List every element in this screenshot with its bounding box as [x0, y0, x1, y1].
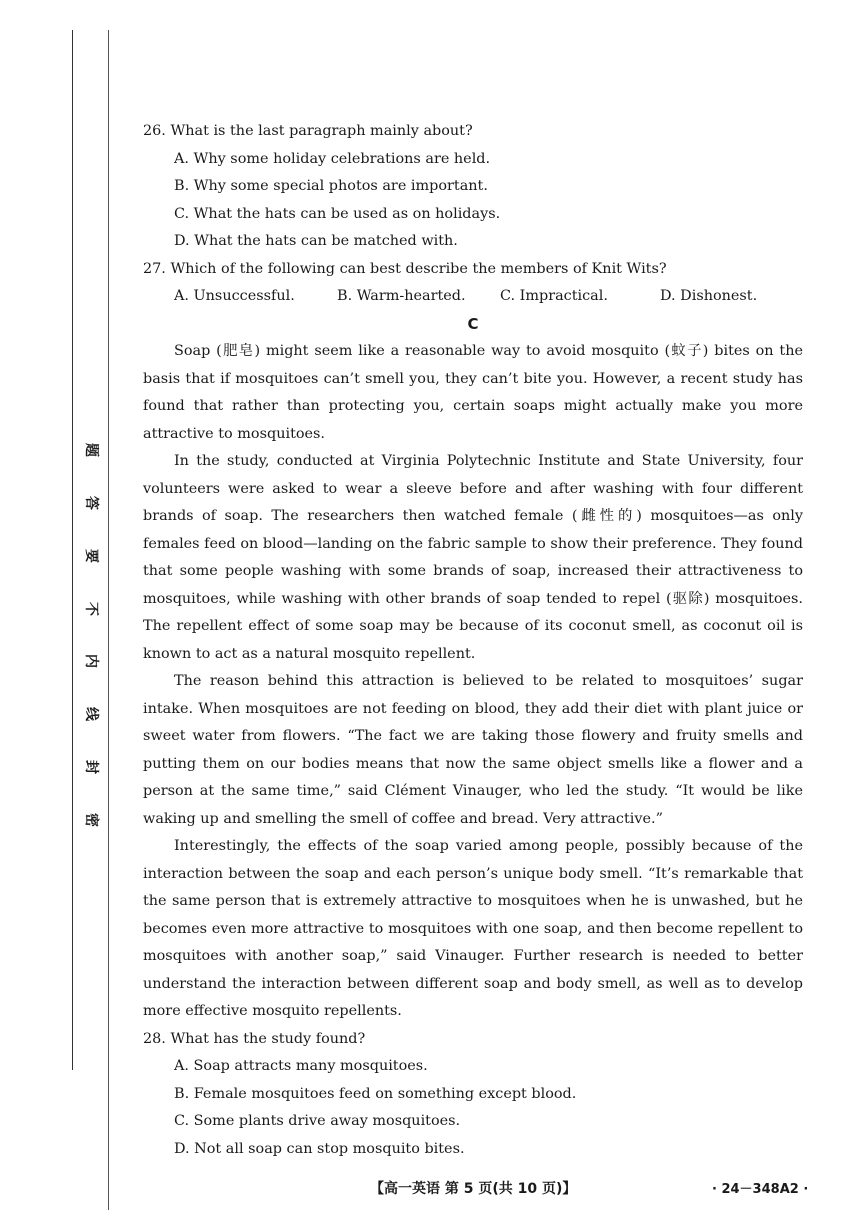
question-26-option-c: C. What the hats can be used as on holidays.	[174, 205, 501, 222]
side-notice-char: 答	[83, 495, 99, 510]
question-28-option-a: A. Soap attracts many mosquitoes.	[174, 1058, 428, 1074]
passage-paragraph: Soap (肥皂) might seem like a reasonable way to avoid mosquito (蚊子) bites on the basis that if mosquitoes can’t smell you, they can’t bite you. However, a recent study has found that rather than protecting you, certain soaps might actually make you more attractive to mosquitoes.	[143, 343, 803, 442]
question-27-stem: 27. Which of the following can best describe the members of Knit Wits?	[143, 260, 667, 277]
side-notice-char: 密	[83, 812, 99, 827]
question-28-option-b: B. Female mosquitoes feed on something except blood.	[174, 1085, 577, 1102]
passage-paragraph: In the study, conducted at Virginia Polytechnic Institute and State University, four volunteers were asked to wear a sleeve before and after washing with four different brands of soap. The researchers then watched female (雌性的) mosquitoes—as only females feed on blood—landing on the fabric sample to show their preference. They found that some people washing with some brands of soap, increased their attractiveness to mosquitoes, while washing with other brands of soap tended to repel (驱除) mosquitoes. The repellent effect of some soap may be because of its coconut smell, as coconut oil is known to act as a natural mosquito repellent.	[143, 453, 803, 662]
binding-line-inner	[108, 30, 109, 1210]
page-content	[143, 118, 803, 1163]
side-notice-char: 不	[83, 601, 99, 616]
side-notice-char: 内	[83, 654, 99, 669]
question-27-option-b: B. Warm-hearted.	[337, 288, 466, 304]
side-notice-char: 要	[83, 548, 99, 563]
page-footer: 【高一英语 第 5 页(共 10 页)】	[370, 1181, 577, 1197]
question-26-stem: 26. What is the last paragraph mainly about?	[143, 123, 473, 139]
question-26-option-b: B. Why some special photos are important.	[174, 178, 488, 194]
question-27-options	[143, 283, 803, 311]
side-notice-char: 封	[83, 760, 99, 775]
question-28-option-c: C. Some plants drive away mosquitoes.	[174, 1113, 461, 1129]
question-27-option-a: A. Unsuccessful.	[174, 288, 295, 304]
passage-paragraph: Interestingly, the effects of the soap varied among people, possibly because of the interaction between the soap and each person’s unique body smell. “It’s remarkable that the same person that is extremely attractive to mosquitoes when he is unwashed, but he becomes even more attractive to mosquitoes with one soap, and then become repellent to mosquitoes with another soap,” said Vinauger. Further research is needed to better understand the interaction between different soap and body smell, as well as to develop more effective mosquito repellents.	[143, 838, 803, 1019]
question-26-option-a: A. Why some holiday celebrations are held.	[174, 150, 491, 167]
side-notice-char: 题	[83, 443, 99, 457]
binding-line	[72, 30, 73, 1070]
question-27-option-c: C. Impractical.	[500, 288, 608, 304]
question-28-stem: 28. What has the study found?	[143, 1030, 366, 1047]
question-27-option-d: D. Dishonest.	[660, 288, 758, 304]
side-notice	[80, 440, 104, 830]
side-notice-char: 线	[83, 707, 99, 722]
question-28-option-d: D. Not all soap can stop mosquito bites.	[174, 1140, 465, 1157]
paper-code: · 24－348A2 ·	[712, 1182, 809, 1197]
section-label: C	[467, 314, 479, 333]
question-26-option-d: D. What the hats can be matched with.	[174, 233, 458, 249]
passage-paragraph: The reason behind this attraction is believed to be related to mosquitoes’ sugar intake. When mosquitoes are not feeding on blood, they add their diet with plant juice or sweet water from flowers. “The fact we are taking those flowery and fruity smells and putting them on our bodies means that now the same object smells like a flower and a person at the same time,” said Clément Vinauger, who led the study. “It would be like waking up and smelling the smell of coffee and bread. Very attractive.”	[143, 673, 803, 827]
